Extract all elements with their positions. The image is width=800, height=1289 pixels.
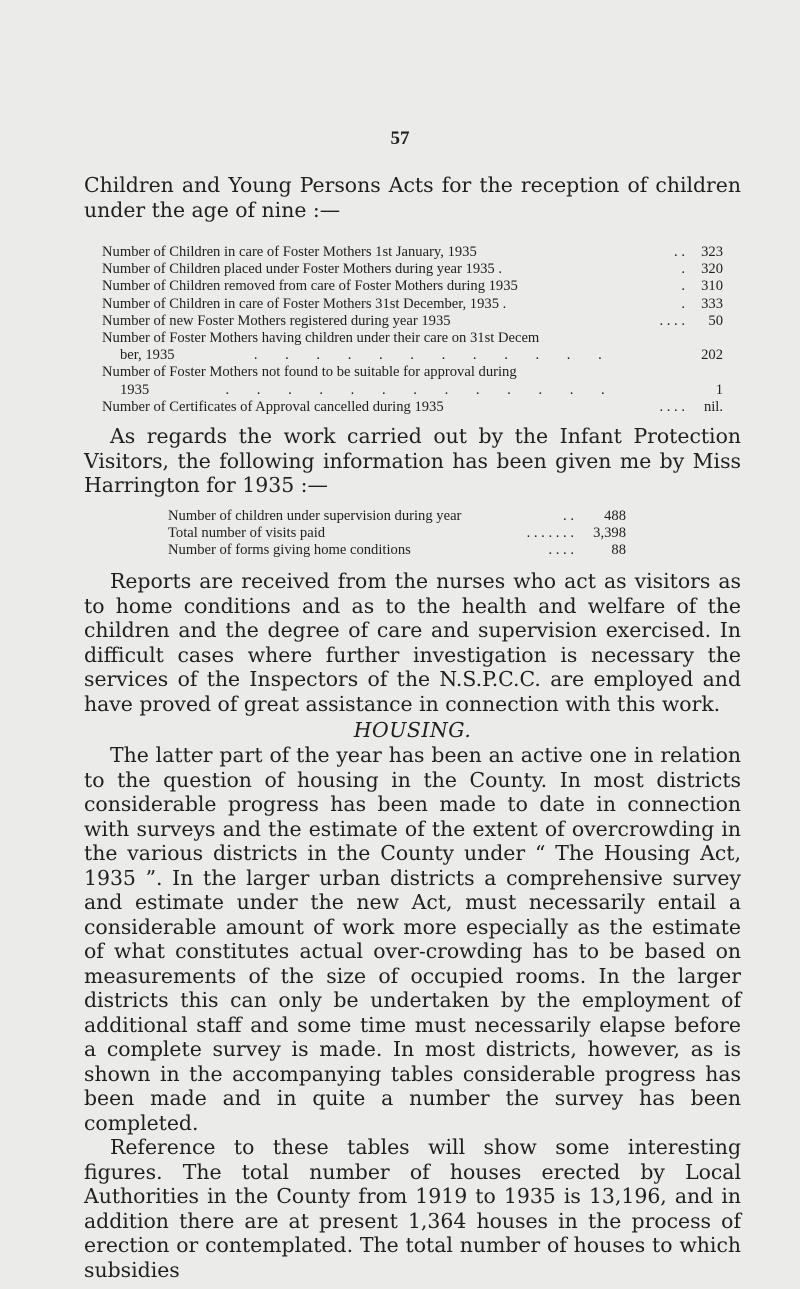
table-row (102, 313, 723, 330)
row-value: 50 (708, 312, 723, 329)
table-row (168, 508, 626, 525)
foster-mothers-table (84, 244, 723, 416)
housing-heading: HOUSING. (353, 718, 472, 743)
row-value: 3,398 (593, 524, 626, 541)
table-row (168, 525, 626, 542)
page-number: 57 (390, 128, 410, 149)
table-row (102, 244, 723, 261)
housing-paragraph-1: The latter part of the year has been an active one in relation to the question of housing in the County. In most districts considerable progress has been made to date in connection with surveys and the estimate of the extent of overcrowding in the various districts in the County under “ The Housing Act, 1935 ”. In the larger urban districts a comprehensive survey and estimate under the new Act, must necessarily entail a considerable amount of work more especially as the estimate of what constitutes actual over-crowding has to be based on measurements of the size of occupied rooms. In the larger districts this can only be undertaken by the employment of additional staff and some time must necessarily elapse before a complete survey is made. In most districts, however, as is shown in the accompanying tables considerable progress has been made and in quite a number the survey has been completed. (84, 743, 741, 1135)
row-label: Number of Children placed under Foster Mothers during year 1935 . (102, 261, 503, 278)
row-label: Number of Children removed from care of Foster Mothers during 1935 (102, 278, 518, 295)
reports-paragraph: Reports are received from the nurses who act as visitors as to home conditions and as to the health and welfare of the children and the degree of care and supervision exercised. In difficult cases where further investigation is necessary the services of the Inspectors of the N.S.P.C.C. are employed and have proved of great assistance in connection with this work. (84, 569, 741, 716)
leader-dots: . . (563, 507, 574, 524)
leader-dots: . (681, 261, 685, 278)
row-continuation (102, 347, 723, 364)
leader-dots: . . . . . . . (526, 524, 574, 541)
row-label-continuation: ber, 1935 (120, 347, 175, 364)
row-continuation (102, 382, 723, 399)
leader-dots: . . . . (659, 398, 685, 415)
row-label: Number of new Foster Mothers registered during year 1935 (102, 312, 451, 329)
row-value: 202 (701, 347, 723, 364)
row-label: Number of forms giving home conditions (168, 541, 411, 558)
row-label: Number of Foster Mothers having children under their care on 31st Decem (102, 330, 540, 347)
row-value: nil. (703, 398, 723, 415)
leader-dots: . . (674, 244, 685, 260)
row-label-continuation: 1935 (120, 381, 150, 398)
table-row (102, 296, 723, 313)
table-row (102, 278, 723, 295)
row-value: 333 (701, 295, 723, 312)
page-content (84, 173, 741, 1282)
intro-paragraph: Children and Young Persons Acts for the reception of children under the age of nine :— (84, 173, 741, 222)
row-value: 88 (611, 541, 626, 558)
row-value: 310 (701, 278, 723, 295)
row-label: Number of Children in care of Foster Mothers 31st December, 1935 . (102, 295, 507, 312)
table-row (102, 364, 723, 398)
infant-protection-table (168, 508, 626, 560)
leader-dots: . . . . (548, 541, 574, 558)
table-row (102, 261, 723, 278)
row-label: Total number of visits paid (168, 524, 326, 541)
leader-dots: . . . . (659, 312, 685, 329)
table-row (168, 542, 626, 559)
row-value: 323 (701, 244, 723, 260)
row-value: 320 (701, 261, 723, 278)
row-value: 488 (604, 507, 626, 524)
leader-dots: . (681, 295, 685, 312)
row-label: Number of Certificates of Approval cancelled during 1935 (102, 398, 444, 415)
leader-dots: . . . . . . . . . . . . . (225, 381, 617, 398)
row-label: Number of children under supervision during year (168, 507, 462, 524)
row-label: Number of Foster Mothers not found to be suitable for approval during (102, 364, 517, 381)
table-row (102, 399, 723, 416)
row-label: Number of Children in care of Foster Mothers 1st January, 1935 (102, 244, 477, 260)
row-value: 1 (715, 381, 723, 398)
table-row (102, 330, 723, 364)
visitors-paragraph: As regards the work carried out by the Infant Protection Visitors, the following information has been given me by Miss Harrington for 1935 :— (84, 424, 741, 498)
housing-paragraph-2: Reference to these tables will show some interesting figures. The total number of houses erected by Local Authorities in the County from 1919 to 1935 is 13,196, and in addition there are at present 1,364 houses in the process of erection or contemplated. The total number of houses to which subsidies (84, 1135, 741, 1282)
leader-dots: . . . . . . . . . . . . (253, 347, 614, 364)
leader-dots: . (681, 278, 685, 295)
